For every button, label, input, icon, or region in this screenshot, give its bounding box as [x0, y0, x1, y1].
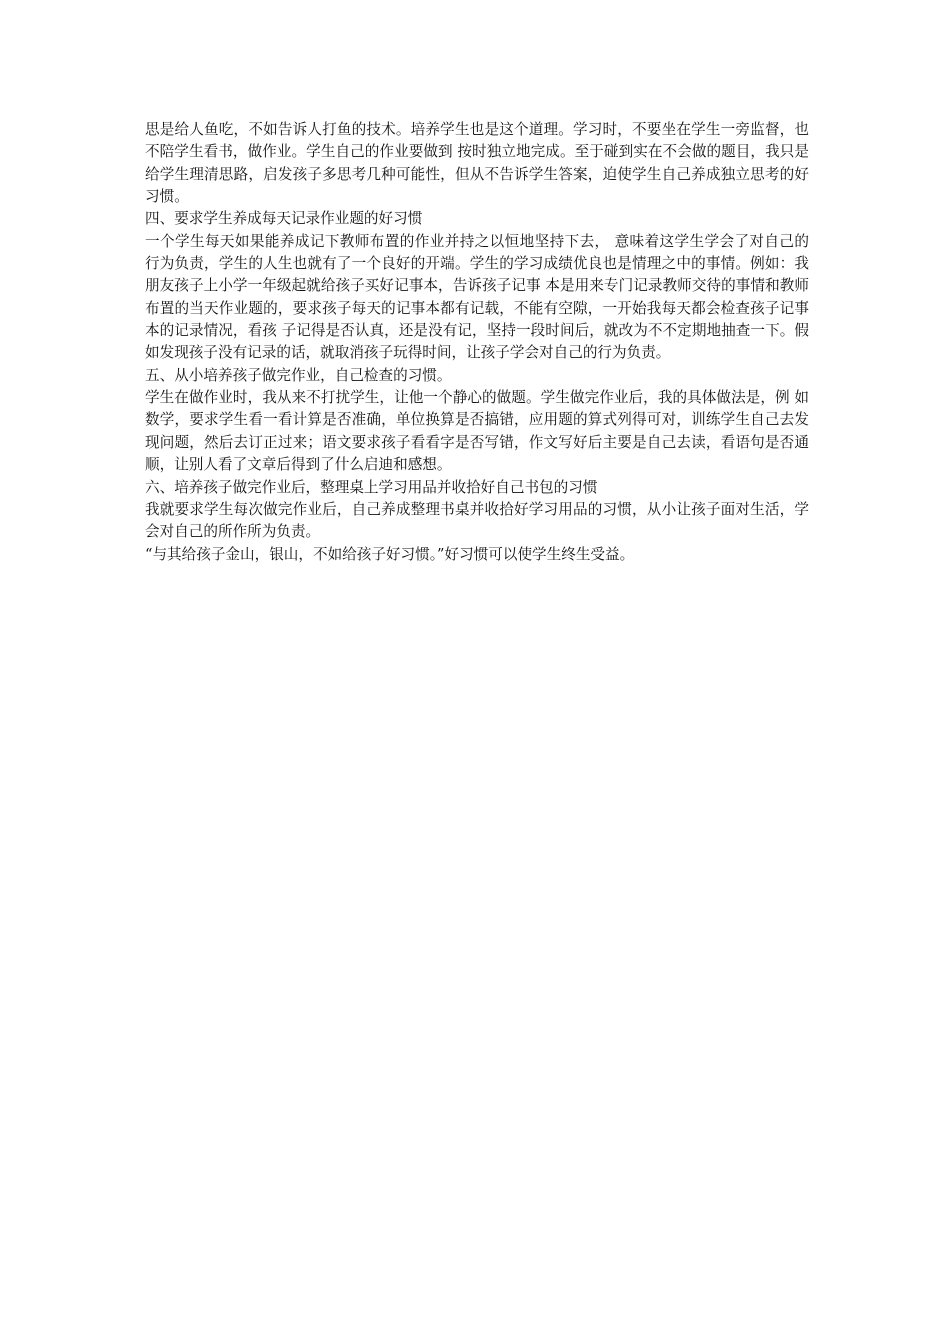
paragraph-section-5: 学生在做作业时，我从来不打扰学生，让他一个静心的做题。学生做完作业后，我的具体做法是，例 如数学，要求学生看一看计算是否准确，单位换算是否搞错，应用题的算式列得可对，训练学生自己去发现问题，然后去订正过来；语文要求孩子看看字是否写错，作文写好后主要是自己去读，看语句是否通顺，让别人看了文章后得到了什么启迪和感想。: [145, 389, 809, 474]
document-body: [145, 119, 809, 566]
paragraph-section-6: 我就要求学生每次做完作业后，自己养成整理书桌并收拾好学习用品的习惯，从小让孩子面对生活，学会对自己的所作所为负责。: [145, 500, 809, 541]
closing-quote: “与其给孩子金山，银山，不如给孩子好习惯。”好习惯可以使学生终生受益。: [145, 545, 635, 563]
section-heading-6: 六、培养孩子做完作业后，整理桌上学习用品并收拾好自己书包的习惯: [145, 478, 598, 496]
section-heading-5: 五、从小培养孩子做完作业，自己检查的习惯。: [145, 366, 452, 384]
paragraph-section-4: 一个学生每天如果能养成记下教师布置的作业并持之以恒地坚持下去， 意味着这学生学会了对自己的 行为负责，学生的人生也就有了一个良好的开端。学生的学习成绩优良也是情理之中的事情。例如：我朋友孩子上小学一年级起就给孩子买好记事本，告诉孩子记事 本是用来专门记录教师交待的事情和教师布置的当天作业题的，要求孩子每天的记事本都有记载，不能有空隙，一开始我每天都会检查孩子记事本的记录情况，看孩 子记得是否认真，还是没有记，坚持一段时间后，就改为不不定期地抽查一下。假如发现孩子没有记录的话，就取消孩子玩得时间，让孩子学会对自己的行为负责。: [145, 232, 809, 362]
paragraph-intro: 思是给人鱼吃，不如告诉人打鱼的技术。培养学生也是这个道理。学习时，不要坐在学生一旁监督，也不陪学生看书，做作业。学生自己的作业要做到 按时独立地完成。至于碰到实在不会做的题目，我只是给学生理清思路，启发孩子多思考几种可能性，但从不告诉学生答案，迫使学生自己养成独立思考的好习惯。: [145, 121, 809, 206]
section-heading-4: 四、要求学生养成每天记录作业题的好习惯: [145, 210, 423, 228]
